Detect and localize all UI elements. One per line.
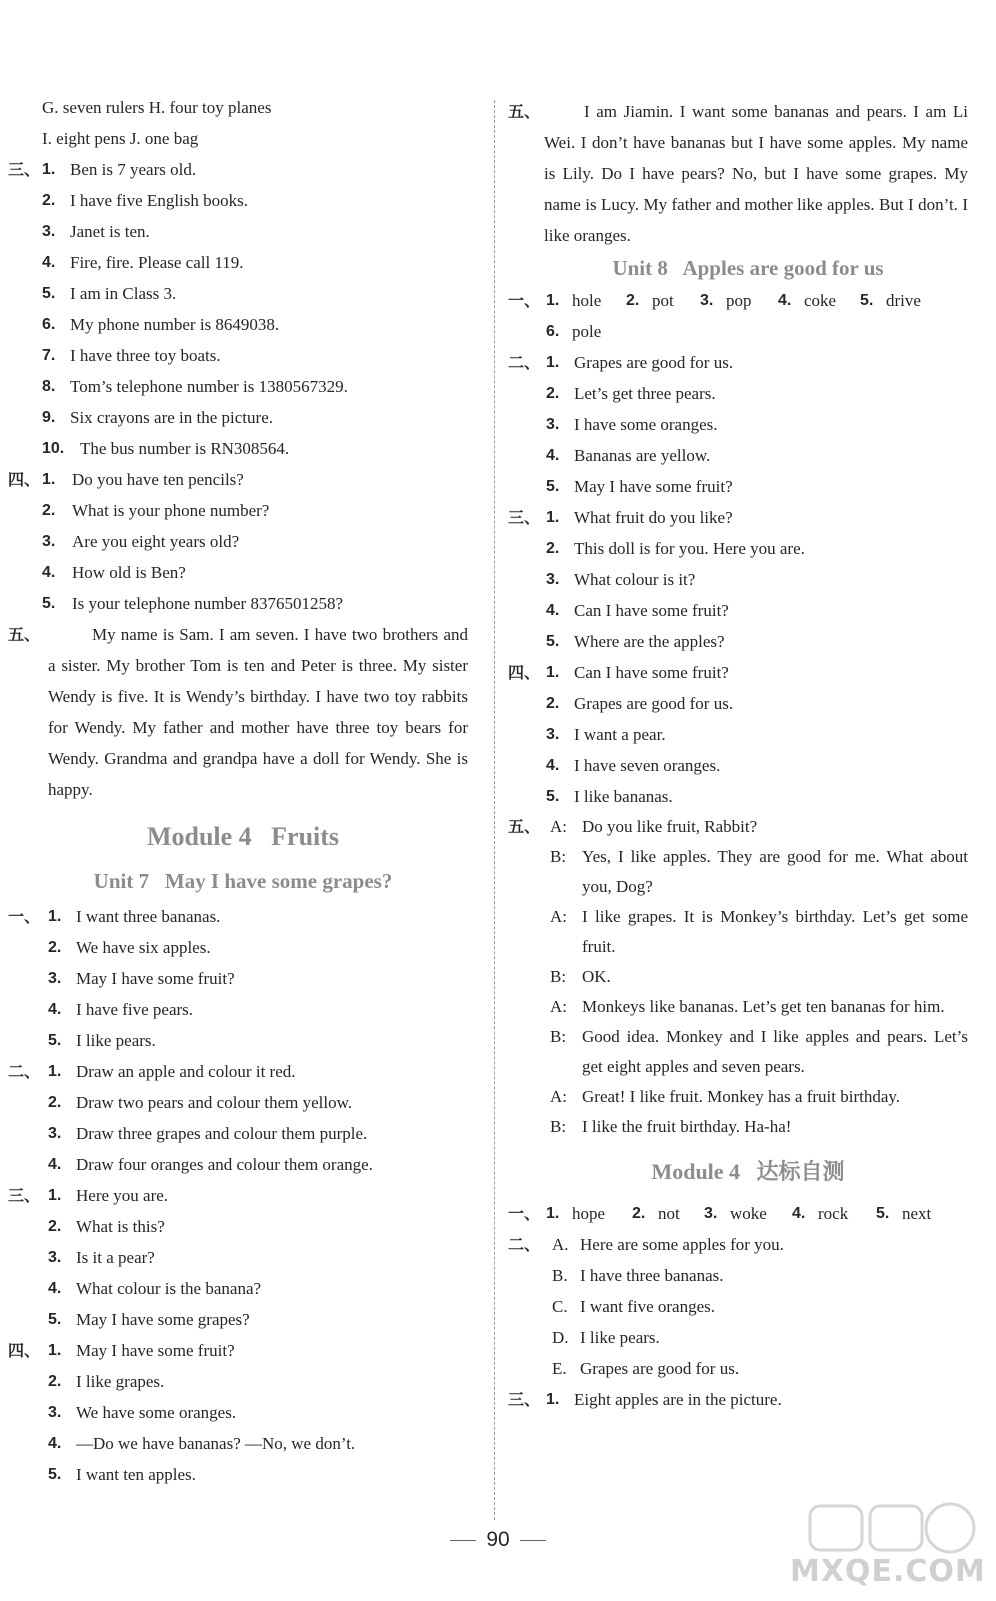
answer-line bbox=[8, 402, 478, 433]
item-number: 5. bbox=[860, 292, 874, 309]
answer-text: Let’s get three pears. bbox=[574, 384, 716, 403]
item-number: 3. bbox=[42, 223, 56, 240]
answer-line bbox=[8, 1335, 478, 1366]
answer-text: pot bbox=[652, 291, 674, 310]
answer-text: Draw four oranges and colour them orange. bbox=[76, 1155, 373, 1174]
answer-text: We have some oranges. bbox=[76, 1403, 237, 1422]
item-number: 1. bbox=[48, 1342, 62, 1359]
answer-line bbox=[8, 1118, 478, 1149]
answer-text: What fruit do you like? bbox=[574, 508, 733, 527]
dialogue-line bbox=[508, 992, 968, 1022]
section-label: 二、 bbox=[508, 1235, 541, 1254]
section-label: 四、 bbox=[508, 663, 541, 682]
section-label: 一、 bbox=[8, 907, 41, 926]
module-test-title: Module 4 达标自测 bbox=[651, 1159, 845, 1184]
answer-text: I have five pears. bbox=[76, 1000, 194, 1019]
item-number: 3. bbox=[48, 970, 62, 987]
item-number: 3. bbox=[48, 1125, 62, 1142]
answer-text: —Do we have bananas? —No, we don’t. bbox=[76, 1434, 356, 1453]
item-number: 5. bbox=[42, 285, 56, 302]
answer-text: I want a pear. bbox=[574, 725, 666, 744]
item-number: 10. bbox=[42, 440, 65, 457]
dialogue-text: OK. bbox=[582, 967, 611, 986]
page-number-text: 90 bbox=[486, 1528, 510, 1551]
answer-text: Fire, fire. Please call 119. bbox=[70, 253, 244, 272]
item-number: 3. bbox=[48, 1249, 62, 1266]
answer-text: I want five oranges. bbox=[580, 1297, 716, 1316]
answer-text: Is it a pear? bbox=[76, 1248, 155, 1267]
answer-line bbox=[8, 1304, 478, 1335]
item-letter: A. bbox=[552, 1235, 569, 1254]
answer-line bbox=[508, 533, 988, 564]
answer-text: Here you are. bbox=[76, 1186, 169, 1205]
answer-text: I want ten apples. bbox=[76, 1465, 196, 1484]
item-number: 6. bbox=[546, 323, 560, 340]
answer-text: Six crayons are in the picture. bbox=[70, 408, 273, 427]
speaker-label: B: bbox=[550, 847, 567, 866]
answer-text: I have seven oranges. bbox=[574, 756, 721, 775]
answer-text: May I have some fruit? bbox=[76, 1341, 235, 1360]
answer-line bbox=[8, 154, 478, 185]
watermark-text: MXQE.COM bbox=[790, 1554, 986, 1589]
answer-line bbox=[508, 502, 988, 533]
dialogue-text: Great! I like fruit. Monkey has a fruit birthday. bbox=[582, 1087, 901, 1106]
answer-line bbox=[8, 1180, 478, 1211]
section-label: 一、 bbox=[508, 291, 541, 310]
answer-text: May I have some fruit? bbox=[76, 969, 235, 988]
answer-text: woke bbox=[730, 1204, 767, 1223]
dialogue-line bbox=[508, 842, 968, 902]
answer-line bbox=[8, 932, 478, 963]
section-label: 五、 bbox=[508, 102, 541, 121]
answer-text: I have some oranges. bbox=[574, 415, 718, 434]
answer-text: hole bbox=[572, 291, 602, 310]
answer-text: I have five English books. bbox=[70, 191, 248, 210]
answer-text: G. seven rulers H. four toy planes bbox=[42, 98, 272, 117]
item-number: 3. bbox=[700, 292, 714, 309]
dialogue-text: Do you like fruit, Rabbit? bbox=[582, 817, 758, 836]
item-number: 3. bbox=[546, 726, 560, 743]
answer-line bbox=[508, 471, 988, 502]
item-number: 1. bbox=[546, 664, 560, 681]
answer-line bbox=[508, 347, 988, 378]
dialogue-line bbox=[508, 1082, 968, 1112]
paragraph-text: I am Jiamin. I want some bananas and pears. I am Li Wei. I don’t have bananas but I have some apples. My name is Lily. Do I have pears? No, but I have some grapes. My name is Lucy. My father and mother like apples. But I don’t. I like oranges. bbox=[544, 102, 968, 245]
answer-text: Bananas are yellow. bbox=[574, 446, 711, 465]
answer-text: How old is Ben? bbox=[72, 563, 186, 582]
item-number: 4. bbox=[48, 1001, 62, 1018]
answer-text: I am in Class 3. bbox=[70, 284, 177, 303]
answer-line bbox=[8, 1211, 478, 1242]
answer-text: I like grapes. bbox=[76, 1372, 165, 1391]
answer-text: pole bbox=[572, 322, 602, 341]
item-number: 5. bbox=[546, 788, 560, 805]
dialogue-line bbox=[508, 962, 968, 992]
answer-line bbox=[8, 1428, 478, 1459]
answer-text: Are you eight years old? bbox=[72, 532, 240, 551]
item-number: 2. bbox=[546, 695, 560, 712]
answer-line bbox=[8, 495, 478, 526]
answer-text: What is this? bbox=[76, 1217, 165, 1236]
item-number: 4. bbox=[48, 1435, 62, 1452]
section-label: 二、 bbox=[8, 1062, 41, 1081]
answer-line bbox=[508, 564, 988, 595]
answer-text: not bbox=[658, 1204, 680, 1223]
answer-text: I have three bananas. bbox=[580, 1266, 724, 1285]
answer-text: May I have some fruit? bbox=[574, 477, 733, 496]
speaker-label: A: bbox=[550, 907, 567, 926]
page-number-dash bbox=[450, 1540, 476, 1541]
item-number: 5. bbox=[546, 478, 560, 495]
item-number: 4. bbox=[42, 564, 56, 581]
answer-line bbox=[508, 378, 988, 409]
answer-line bbox=[508, 750, 988, 781]
answer-text: drive bbox=[886, 291, 921, 310]
unit-title: Unit 8 Apples are good for us bbox=[612, 256, 884, 280]
item-number: 1. bbox=[48, 1187, 62, 1204]
answer-text: I like pears. bbox=[76, 1031, 156, 1050]
item-number: 1. bbox=[546, 1391, 560, 1408]
item-number: 2. bbox=[42, 502, 56, 519]
answer-line bbox=[8, 963, 478, 994]
answer-text: hope bbox=[572, 1204, 606, 1223]
item-number: 4. bbox=[778, 292, 792, 309]
answer-line bbox=[508, 440, 988, 471]
left-column bbox=[8, 92, 478, 1490]
answer-line bbox=[508, 626, 988, 657]
answer-text: Grapes are good for us. bbox=[574, 694, 734, 713]
speaker-label: B: bbox=[550, 967, 567, 986]
section-label: 五、 bbox=[508, 817, 541, 836]
answer-line bbox=[8, 588, 478, 619]
item-number: 3. bbox=[546, 571, 560, 588]
answer-text: coke bbox=[804, 291, 837, 310]
item-number: 5. bbox=[48, 1311, 62, 1328]
item-number: 5. bbox=[42, 595, 56, 612]
answer-text: Can I have some fruit? bbox=[574, 601, 729, 620]
section-label: 二、 bbox=[508, 353, 541, 372]
answer-line bbox=[8, 340, 478, 371]
answer-line bbox=[8, 1056, 478, 1087]
answer-text: next bbox=[902, 1204, 932, 1223]
answer-line bbox=[8, 1366, 478, 1397]
answer-text: Can I have some fruit? bbox=[574, 663, 729, 682]
dialogue-line bbox=[508, 902, 968, 962]
answer-line bbox=[508, 1260, 988, 1291]
answer-line bbox=[508, 781, 988, 812]
speaker-label: A: bbox=[550, 997, 567, 1016]
answer-text: My phone number is 8649038. bbox=[70, 315, 280, 334]
answer-line bbox=[8, 247, 478, 278]
item-number: 5. bbox=[48, 1032, 62, 1049]
answer-text: Here are some apples for you. bbox=[580, 1235, 784, 1254]
answer-line bbox=[8, 901, 478, 932]
answer-line bbox=[508, 1322, 988, 1353]
answer-text: I have three toy boats. bbox=[70, 346, 221, 365]
item-letter: C. bbox=[552, 1297, 568, 1316]
module-title: Module 4 Fruits bbox=[146, 822, 340, 851]
answer-line bbox=[8, 1273, 478, 1304]
answer-text: We have six apples. bbox=[76, 938, 211, 957]
answer-paragraph bbox=[508, 96, 968, 251]
item-number: 2. bbox=[48, 1094, 62, 1111]
dialogue-text: Yes, I like apples. They are good for me. What about you, Dog? bbox=[582, 847, 968, 896]
answer-line bbox=[508, 409, 988, 440]
item-number: 4. bbox=[546, 757, 560, 774]
answer-line bbox=[508, 1384, 988, 1415]
answer-text: Grapes are good for us. bbox=[574, 353, 734, 372]
answer-line bbox=[508, 1229, 988, 1260]
section-label: 四、 bbox=[8, 470, 41, 489]
item-number: 2. bbox=[42, 192, 56, 209]
answer-line bbox=[8, 92, 478, 123]
item-number: 3. bbox=[546, 416, 560, 433]
section-label: 一、 bbox=[508, 1204, 541, 1223]
page-number-dash bbox=[520, 1540, 546, 1541]
answer-line bbox=[508, 595, 988, 626]
answer-text: Is your telephone number 8376501258? bbox=[72, 594, 343, 613]
item-number: 3. bbox=[42, 533, 56, 550]
answer-text: Janet is ten. bbox=[70, 222, 150, 241]
answer-text: Eight apples are in the picture. bbox=[574, 1390, 782, 1409]
answer-text: I like bananas. bbox=[574, 787, 673, 806]
item-number: 2. bbox=[546, 540, 560, 557]
item-number: 1. bbox=[48, 1063, 62, 1080]
answer-text: I want three bananas. bbox=[76, 907, 221, 926]
item-number: 1. bbox=[546, 1205, 560, 1222]
answer-line bbox=[508, 1353, 988, 1384]
answer-line bbox=[8, 994, 478, 1025]
dialogue-line bbox=[508, 1022, 968, 1082]
item-number: 4. bbox=[792, 1205, 806, 1222]
dialogue-text: Monkeys like bananas. Let’s get ten bananas for him. bbox=[582, 997, 945, 1016]
answer-text: The bus number is RN308564. bbox=[80, 439, 290, 458]
item-number: 1. bbox=[42, 471, 56, 488]
item-number: 4. bbox=[546, 447, 560, 464]
item-number: 2. bbox=[546, 385, 560, 402]
answer-text: This doll is for you. Here you are. bbox=[574, 539, 805, 558]
section-label: 三、 bbox=[508, 508, 541, 527]
answer-line bbox=[508, 1198, 988, 1229]
item-number: 2. bbox=[626, 292, 640, 309]
answer-line bbox=[8, 1149, 478, 1180]
dialogue-line bbox=[508, 1112, 968, 1142]
item-number: 1. bbox=[42, 161, 56, 178]
item-letter: D. bbox=[552, 1328, 569, 1347]
answer-line bbox=[8, 464, 478, 495]
item-number: 4. bbox=[48, 1280, 62, 1297]
item-number: 4. bbox=[48, 1156, 62, 1173]
answer-line bbox=[8, 526, 478, 557]
answer-line bbox=[8, 557, 478, 588]
item-letter: B. bbox=[552, 1266, 568, 1285]
answer-text: rock bbox=[818, 1204, 849, 1223]
section-label: 三、 bbox=[508, 1390, 541, 1409]
column-divider bbox=[494, 100, 495, 1520]
answer-text: What colour is the banana? bbox=[76, 1279, 262, 1298]
item-number: 5. bbox=[48, 1466, 62, 1483]
dialogue-text: I like grapes. It is Monkey’s birthday. Let’s get some fruit. bbox=[582, 907, 968, 956]
answer-text: Ben is 7 years old. bbox=[70, 160, 197, 179]
speaker-label: B: bbox=[550, 1027, 567, 1046]
answer-line bbox=[508, 1291, 988, 1322]
answer-line bbox=[8, 1459, 478, 1490]
answer-text: Grapes are good for us. bbox=[580, 1359, 740, 1378]
answer-line bbox=[8, 1025, 478, 1056]
paragraph-text: My name is Sam. I am seven. I have two brothers and a sister. My brother Tom is ten and Peter is three. My sister Wendy is five. It is Wendy’s birthday. I have two toy rabbits for Wendy. My father and mother have three toy bears for Wendy. Grandma and grandpa have a doll for Wendy. She is happy. bbox=[48, 625, 468, 799]
speaker-label: B: bbox=[550, 1117, 567, 1136]
item-number: 1. bbox=[546, 354, 560, 371]
answer-text: Tom’s telephone number is 1380567329. bbox=[70, 377, 348, 396]
answer-line bbox=[8, 371, 478, 402]
item-number: 9. bbox=[42, 409, 56, 426]
dialogue-line bbox=[508, 812, 968, 842]
answer-text: What colour is it? bbox=[574, 570, 696, 589]
watermark-logo bbox=[770, 1500, 990, 1596]
dialogue-text: I like the fruit birthday. Ha-ha! bbox=[582, 1117, 792, 1136]
answer-text: Where are the apples? bbox=[574, 632, 725, 651]
answer-line bbox=[8, 1242, 478, 1273]
item-letter: E. bbox=[552, 1359, 567, 1378]
item-number: 2. bbox=[48, 1373, 62, 1390]
answer-line bbox=[508, 719, 988, 750]
answer-text: Do you have ten pencils? bbox=[72, 470, 244, 489]
answer-line bbox=[508, 657, 988, 688]
answer-line bbox=[8, 123, 478, 154]
item-number: 2. bbox=[48, 1218, 62, 1235]
answer-line bbox=[8, 1397, 478, 1428]
item-number: 1. bbox=[546, 509, 560, 526]
dialogue-text: Good idea. Monkey and I like apples and pears. Let’s get eight apples and seven pears. bbox=[582, 1027, 968, 1076]
answer-line bbox=[8, 185, 478, 216]
section-label: 五、 bbox=[8, 625, 41, 644]
answer-text: What is your phone number? bbox=[72, 501, 270, 520]
answer-line bbox=[508, 285, 988, 316]
answer-text: May I have some grapes? bbox=[76, 1310, 250, 1329]
right-column bbox=[508, 96, 988, 1415]
answer-line bbox=[8, 1087, 478, 1118]
answer-paragraph bbox=[8, 619, 468, 805]
item-number: 5. bbox=[876, 1205, 890, 1222]
item-number: 5. bbox=[546, 633, 560, 650]
section-label: 四、 bbox=[8, 1341, 41, 1360]
speaker-label: A: bbox=[550, 817, 567, 836]
speaker-label: A: bbox=[550, 1087, 567, 1106]
answer-text: Draw three grapes and colour them purple. bbox=[76, 1124, 368, 1143]
answer-line bbox=[8, 278, 478, 309]
item-number: 1. bbox=[546, 292, 560, 309]
item-number: 7. bbox=[42, 347, 56, 364]
item-number: 1. bbox=[48, 908, 62, 925]
answer-line bbox=[508, 316, 988, 347]
section-label: 三、 bbox=[8, 1186, 41, 1205]
answer-line bbox=[8, 216, 478, 247]
item-number: 8. bbox=[42, 378, 56, 395]
item-number: 2. bbox=[48, 939, 62, 956]
item-number: 4. bbox=[42, 254, 56, 271]
answer-text: Draw two pears and colour them yellow. bbox=[76, 1093, 353, 1112]
unit-title: Unit 7 May I have some grapes? bbox=[93, 869, 393, 893]
item-number: 3. bbox=[704, 1205, 718, 1222]
answer-text: I. eight pens J. one bag bbox=[42, 129, 199, 148]
item-number: 6. bbox=[42, 316, 56, 333]
answer-line bbox=[8, 433, 478, 464]
item-number: 4. bbox=[546, 602, 560, 619]
answer-text: pop bbox=[726, 291, 752, 310]
answer-text: I like pears. bbox=[580, 1328, 660, 1347]
answer-line bbox=[8, 309, 478, 340]
answer-line bbox=[508, 688, 988, 719]
item-number: 2. bbox=[632, 1205, 646, 1222]
item-number: 3. bbox=[48, 1404, 62, 1421]
answer-text: Draw an apple and colour it red. bbox=[76, 1062, 296, 1081]
section-label: 三、 bbox=[8, 160, 41, 179]
